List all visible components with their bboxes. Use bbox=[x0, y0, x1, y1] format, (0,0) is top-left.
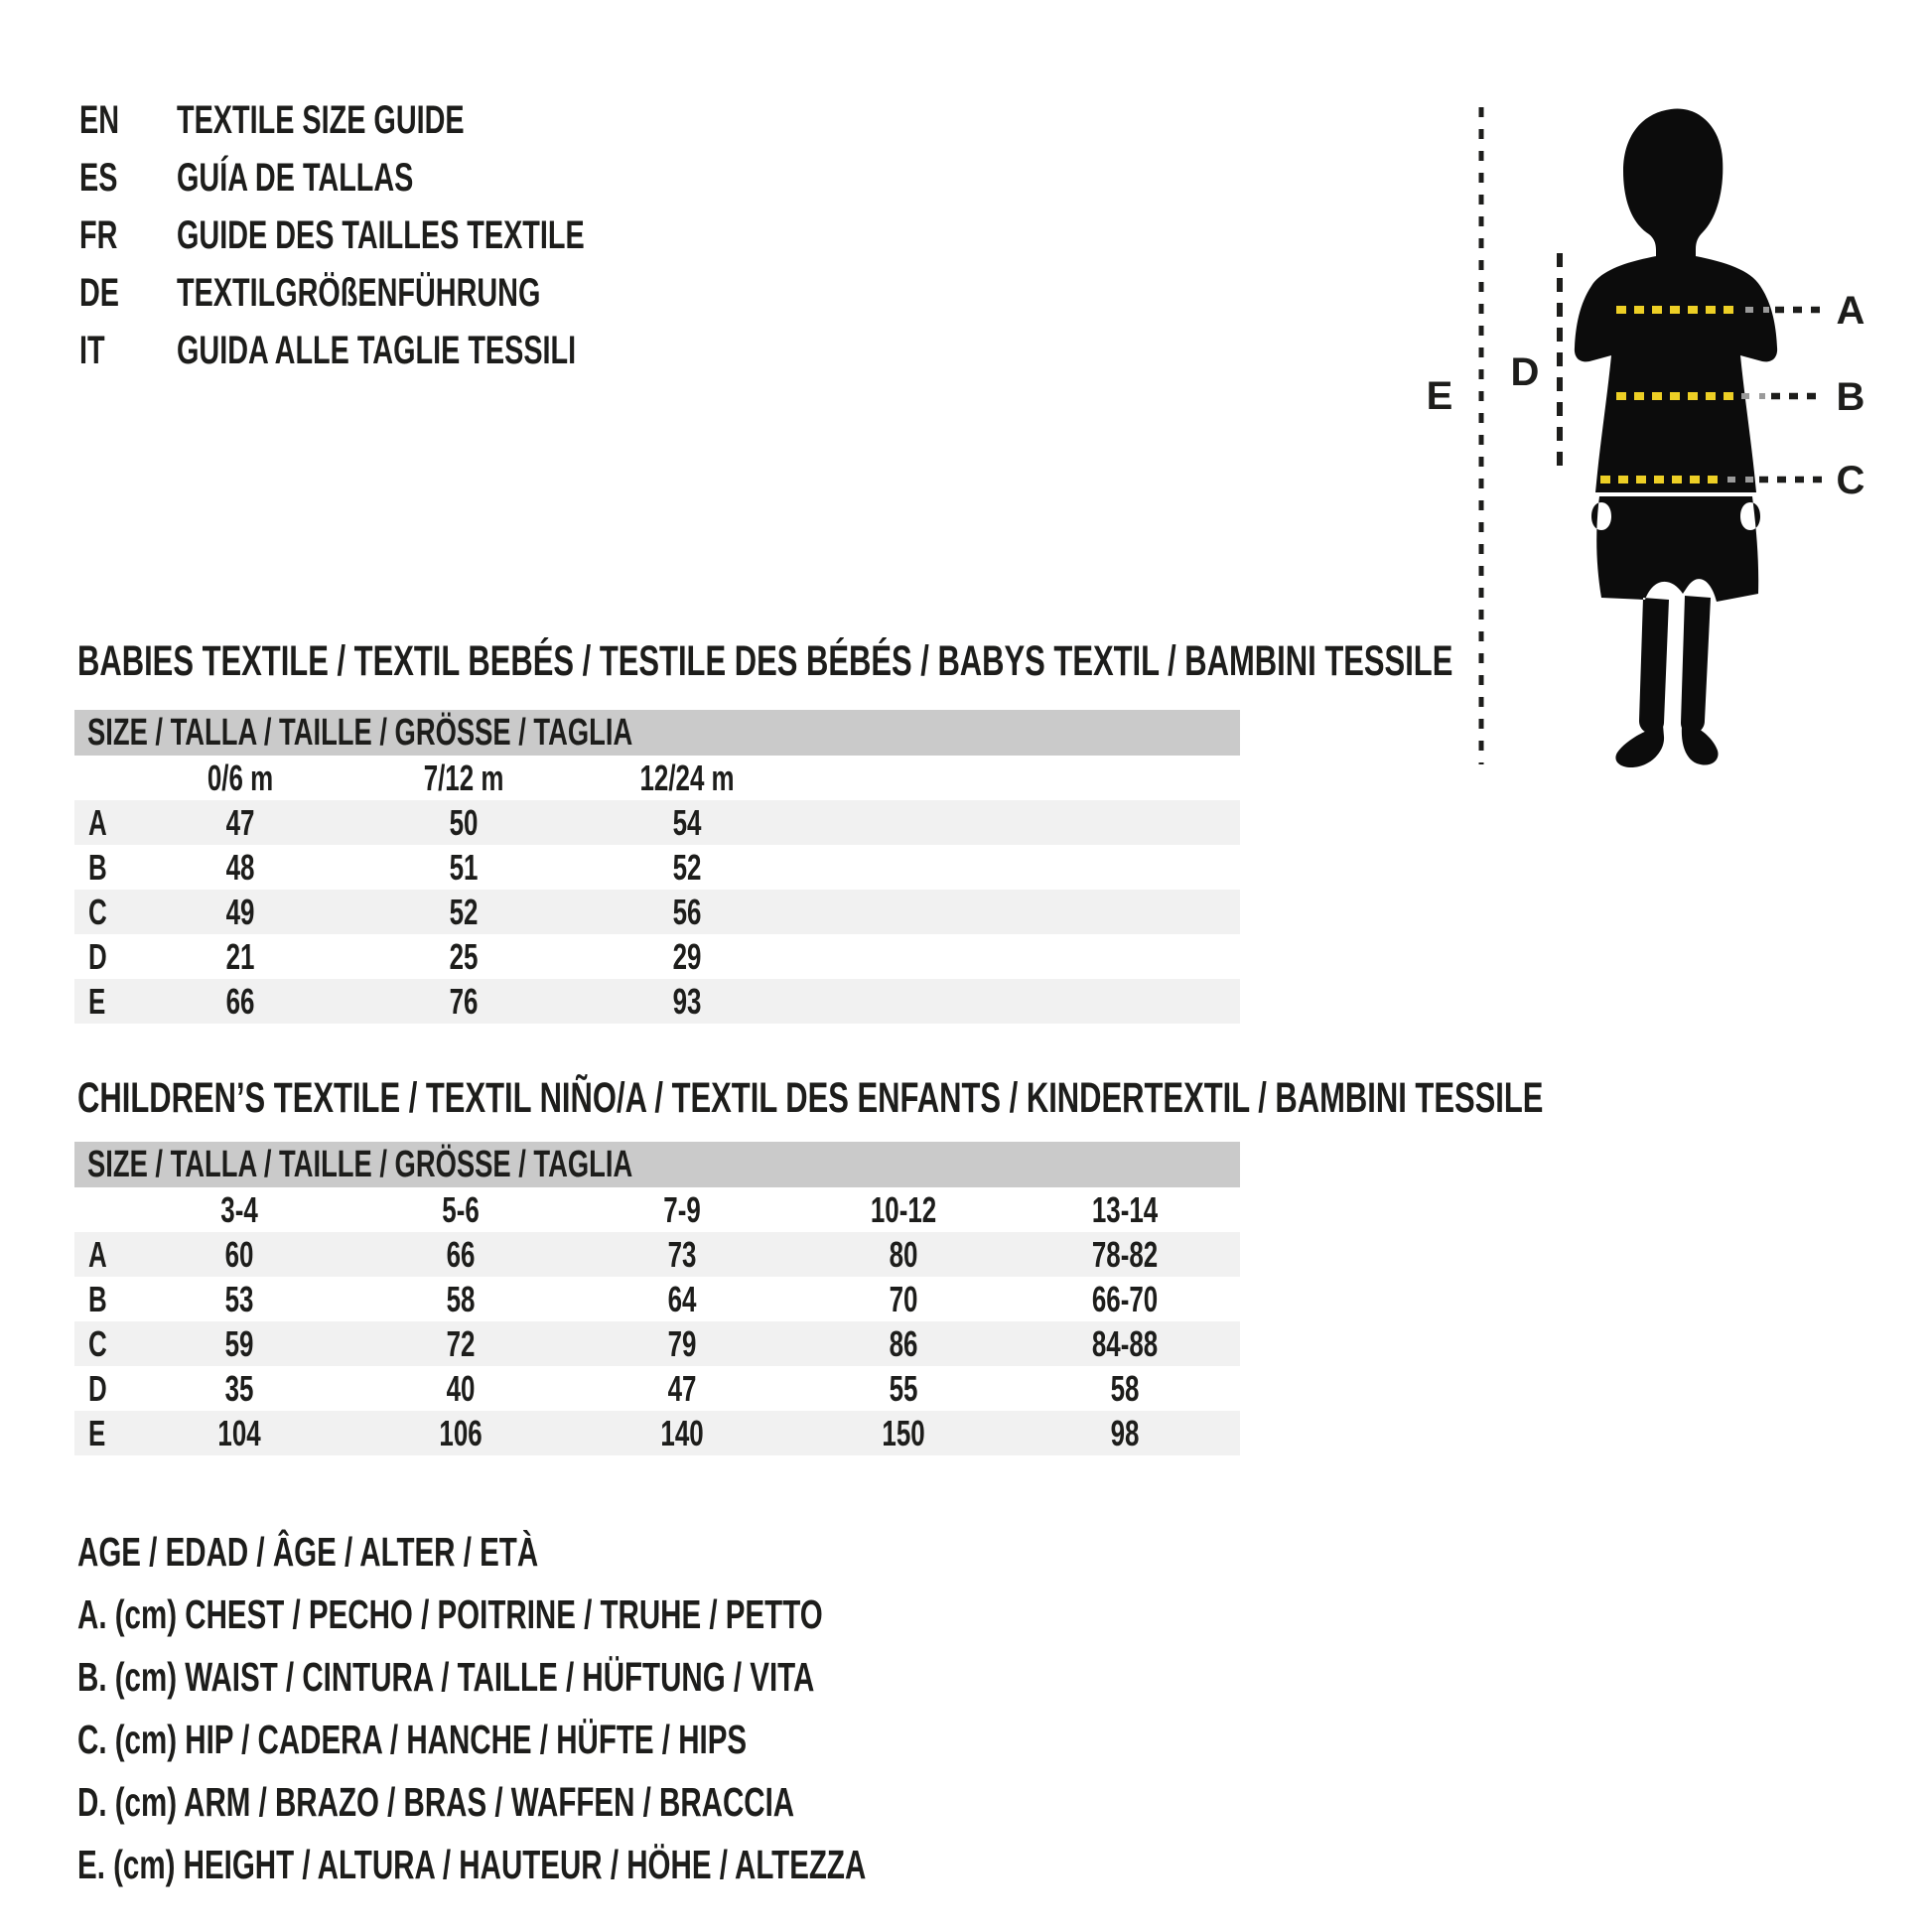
table-row bbox=[74, 934, 1240, 979]
row-label bbox=[74, 1323, 129, 1365]
language-row-de bbox=[79, 264, 743, 322]
legend-hip-text: C. (cm) HIP / CADERA / HANCHE / HÜFTE / HIPS bbox=[77, 1717, 748, 1762]
table-cell bbox=[352, 936, 576, 978]
cell-value: 104 bbox=[217, 1412, 262, 1453]
row-label bbox=[74, 1279, 129, 1320]
row-label bbox=[74, 936, 129, 978]
column-header bbox=[793, 1189, 1015, 1231]
guide-title-en: TEXTILE SIZE GUIDE bbox=[177, 97, 465, 142]
row-label bbox=[74, 892, 129, 933]
cell-value: 55 bbox=[890, 1367, 918, 1409]
table-cell bbox=[793, 1279, 1015, 1320]
table-cell bbox=[129, 847, 352, 889]
cell-value: 66 bbox=[447, 1233, 476, 1275]
children-size-bar bbox=[74, 1142, 1240, 1187]
column-header-text: 7/12 m bbox=[424, 757, 504, 798]
cell-value: 59 bbox=[225, 1322, 254, 1364]
row-label-text: E bbox=[88, 980, 106, 1022]
legend-arm-text: D. (cm) ARM / BRAZO / BRAS / WAFFEN / BRACCIA bbox=[77, 1779, 795, 1825]
language-code: ES bbox=[79, 155, 118, 200]
table-cell bbox=[1015, 1368, 1236, 1410]
row-label-text: B bbox=[88, 846, 107, 888]
language-code: DE bbox=[79, 270, 120, 315]
cell-value: 50 bbox=[450, 801, 479, 843]
row-label-text: D bbox=[88, 935, 107, 977]
table-cell bbox=[793, 1323, 1015, 1365]
table-row bbox=[74, 890, 1240, 934]
table-cell bbox=[576, 802, 799, 844]
cell-value: 80 bbox=[890, 1233, 918, 1275]
label-height-e: E bbox=[1426, 374, 1453, 418]
language-row-fr bbox=[79, 207, 743, 264]
legend-age bbox=[77, 1521, 1173, 1584]
cell-value: 84-88 bbox=[1092, 1322, 1159, 1364]
table-cell bbox=[350, 1234, 572, 1276]
column-header-text: 0/6 m bbox=[207, 757, 274, 798]
row-label-text: D bbox=[88, 1367, 107, 1409]
legend-arm bbox=[77, 1771, 1173, 1834]
measurement-diagram bbox=[1320, 79, 1932, 814]
legend-age-text: AGE / EDAD / ÂGE / ALTER / ETÀ bbox=[77, 1529, 539, 1575]
cell-value: 40 bbox=[447, 1367, 476, 1409]
row-label bbox=[74, 802, 129, 844]
cell-value: 35 bbox=[225, 1367, 254, 1409]
children-size-bar-text: SIZE / TALLA / TAILLE / GRÖSSE / TAGLIA bbox=[87, 1143, 633, 1185]
guide-title-es: GUÍA DE TALLAS bbox=[177, 155, 414, 200]
babies-section-title bbox=[77, 637, 1932, 686]
cell-value: 93 bbox=[673, 980, 702, 1022]
children-column-header-row bbox=[74, 1187, 1240, 1232]
cell-value: 76 bbox=[450, 980, 479, 1022]
cell-value: 58 bbox=[447, 1278, 476, 1319]
row-label-text: C bbox=[88, 891, 107, 932]
table-cell bbox=[350, 1368, 572, 1410]
table-cell bbox=[572, 1368, 793, 1410]
language-row-en bbox=[79, 91, 743, 149]
table-cell bbox=[352, 802, 576, 844]
table-cell bbox=[129, 1323, 350, 1365]
table-row bbox=[74, 1411, 1240, 1455]
column-header bbox=[352, 758, 576, 799]
cell-value: 140 bbox=[660, 1412, 705, 1453]
table-cell bbox=[352, 892, 576, 933]
children-section-title bbox=[77, 1074, 1932, 1123]
label-arm-d: D bbox=[1510, 350, 1540, 394]
label-waist-b: B bbox=[1836, 375, 1865, 419]
table-row bbox=[74, 1277, 1240, 1321]
cell-value: 66 bbox=[226, 980, 255, 1022]
column-header bbox=[572, 1189, 793, 1231]
table-cell bbox=[1015, 1323, 1236, 1365]
cell-value: 25 bbox=[450, 935, 479, 977]
table-cell bbox=[576, 936, 799, 978]
cell-value: 60 bbox=[225, 1233, 254, 1275]
row-label bbox=[74, 981, 129, 1023]
cell-value: 66-70 bbox=[1092, 1278, 1159, 1319]
cell-value: 79 bbox=[668, 1322, 697, 1364]
language-code: FR bbox=[79, 212, 118, 257]
row-label bbox=[74, 1413, 129, 1454]
language-code: IT bbox=[79, 328, 105, 372]
guide-title-de: TEXTILGRÖßENFÜHRUNG bbox=[177, 270, 541, 315]
legend-height-text: E. (cm) HEIGHT / ALTURA / HAUTEUR / HÖHE / ALTEZZA bbox=[77, 1842, 867, 1887]
row-label-text: A bbox=[88, 1233, 107, 1275]
cell-value: 98 bbox=[1111, 1412, 1140, 1453]
babies-size-bar-text: SIZE / TALLA / TAILLE / GRÖSSE / TAGLIA bbox=[87, 711, 633, 754]
guide-title-fr: GUIDE DES TAILLES TEXTILE bbox=[177, 212, 585, 257]
cell-value: 58 bbox=[1111, 1367, 1140, 1409]
table-row bbox=[74, 1321, 1240, 1366]
table-cell bbox=[350, 1413, 572, 1454]
cell-value: 29 bbox=[673, 935, 702, 977]
table-cell bbox=[129, 1368, 350, 1410]
row-label-text: C bbox=[88, 1322, 107, 1364]
table-cell bbox=[576, 981, 799, 1023]
language-row-es bbox=[79, 149, 743, 207]
cell-value: 52 bbox=[673, 846, 702, 888]
table-cell bbox=[793, 1234, 1015, 1276]
table-cell bbox=[1015, 1279, 1236, 1320]
cell-value: 106 bbox=[439, 1412, 483, 1453]
row-label-text: E bbox=[88, 1412, 106, 1453]
table-row bbox=[74, 800, 1240, 845]
cell-value: 48 bbox=[226, 846, 255, 888]
table-cell bbox=[572, 1413, 793, 1454]
table-cell bbox=[576, 892, 799, 933]
cell-value: 150 bbox=[882, 1412, 926, 1453]
row-label bbox=[74, 1234, 129, 1276]
babies-size-bar bbox=[74, 710, 1240, 756]
cell-value: 64 bbox=[668, 1278, 697, 1319]
table-row bbox=[74, 1232, 1240, 1277]
language-title-block bbox=[79, 91, 743, 379]
babies-column-header-row bbox=[74, 756, 1240, 800]
cell-value: 47 bbox=[226, 801, 255, 843]
row-label bbox=[74, 847, 129, 889]
table-cell bbox=[352, 981, 576, 1023]
babies-size-table bbox=[74, 710, 1240, 1024]
legend-chest-text: A. (cm) CHEST / PECHO / POITRINE / TRUHE / PETTO bbox=[77, 1591, 823, 1637]
cell-value: 86 bbox=[890, 1322, 918, 1364]
column-header bbox=[576, 758, 799, 799]
table-row bbox=[74, 845, 1240, 890]
cell-value: 78-82 bbox=[1092, 1233, 1159, 1275]
children-size-table bbox=[74, 1142, 1240, 1455]
babies-section-title-text: BABIES TEXTILE / TEXTIL BEBÉS / TESTILE DES BÉBÉS / BABYS TEXTIL / BAMBINI TESSILE bbox=[77, 637, 1453, 685]
table-cell bbox=[129, 1279, 350, 1320]
table-cell bbox=[1015, 1413, 1236, 1454]
children-section-title-text: CHILDREN’S TEXTILE / TEXTIL NIÑO/A / TEXTIL DES ENFANTS / KINDERTEXTIL / BAMBINI TESSILE bbox=[77, 1074, 1544, 1122]
table-cell bbox=[129, 802, 352, 844]
table-cell bbox=[572, 1279, 793, 1320]
legend-waist-text: B. (cm) WAIST / CINTURA / TAILLE / HÜFTUNG / VITA bbox=[77, 1654, 815, 1700]
table-cell bbox=[576, 847, 799, 889]
table-cell bbox=[129, 936, 352, 978]
measurement-legend bbox=[77, 1521, 1173, 1896]
table-row bbox=[74, 979, 1240, 1024]
column-header-text: 7-9 bbox=[663, 1188, 702, 1230]
cell-value: 52 bbox=[450, 891, 479, 932]
table-cell bbox=[352, 847, 576, 889]
row-label-text: B bbox=[88, 1278, 107, 1319]
column-header-text: 10-12 bbox=[871, 1188, 937, 1230]
column-header bbox=[129, 1189, 350, 1231]
table-cell bbox=[572, 1234, 793, 1276]
cell-value: 53 bbox=[225, 1278, 254, 1319]
cell-value: 72 bbox=[447, 1322, 476, 1364]
cell-value: 49 bbox=[226, 891, 255, 932]
cell-value: 56 bbox=[673, 891, 702, 932]
table-cell bbox=[129, 1413, 350, 1454]
column-header-text: 3-4 bbox=[220, 1188, 259, 1230]
cell-value: 54 bbox=[673, 801, 702, 843]
row-label bbox=[74, 1368, 129, 1410]
table-cell bbox=[129, 892, 352, 933]
column-header bbox=[1015, 1189, 1236, 1231]
table-cell bbox=[793, 1413, 1015, 1454]
label-chest-a: A bbox=[1836, 289, 1865, 333]
legend-hip bbox=[77, 1709, 1173, 1771]
column-header bbox=[129, 758, 352, 799]
language-row-it bbox=[79, 322, 743, 379]
table-cell bbox=[129, 981, 352, 1023]
cell-value: 47 bbox=[668, 1367, 697, 1409]
cell-value: 21 bbox=[226, 935, 255, 977]
cell-value: 73 bbox=[668, 1233, 697, 1275]
table-cell bbox=[572, 1323, 793, 1365]
row-label-text: A bbox=[88, 801, 107, 843]
table-cell bbox=[350, 1279, 572, 1320]
table-row bbox=[74, 1366, 1240, 1411]
table-cell bbox=[1015, 1234, 1236, 1276]
label-hip-c: C bbox=[1836, 459, 1865, 502]
cell-value: 51 bbox=[450, 846, 479, 888]
column-header-text: 13-14 bbox=[1092, 1188, 1159, 1230]
table-cell bbox=[129, 1234, 350, 1276]
column-header-text: 12/24 m bbox=[639, 757, 736, 798]
legend-chest bbox=[77, 1584, 1173, 1646]
legend-waist bbox=[77, 1646, 1173, 1709]
legend-height bbox=[77, 1834, 1173, 1896]
guide-title-it: GUIDA ALLE TAGLIE TESSILI bbox=[177, 328, 577, 372]
table-cell bbox=[793, 1368, 1015, 1410]
cell-value: 70 bbox=[890, 1278, 918, 1319]
column-header-text: 5-6 bbox=[442, 1188, 481, 1230]
language-code: EN bbox=[79, 97, 120, 142]
column-header bbox=[350, 1189, 572, 1231]
table-cell bbox=[350, 1323, 572, 1365]
